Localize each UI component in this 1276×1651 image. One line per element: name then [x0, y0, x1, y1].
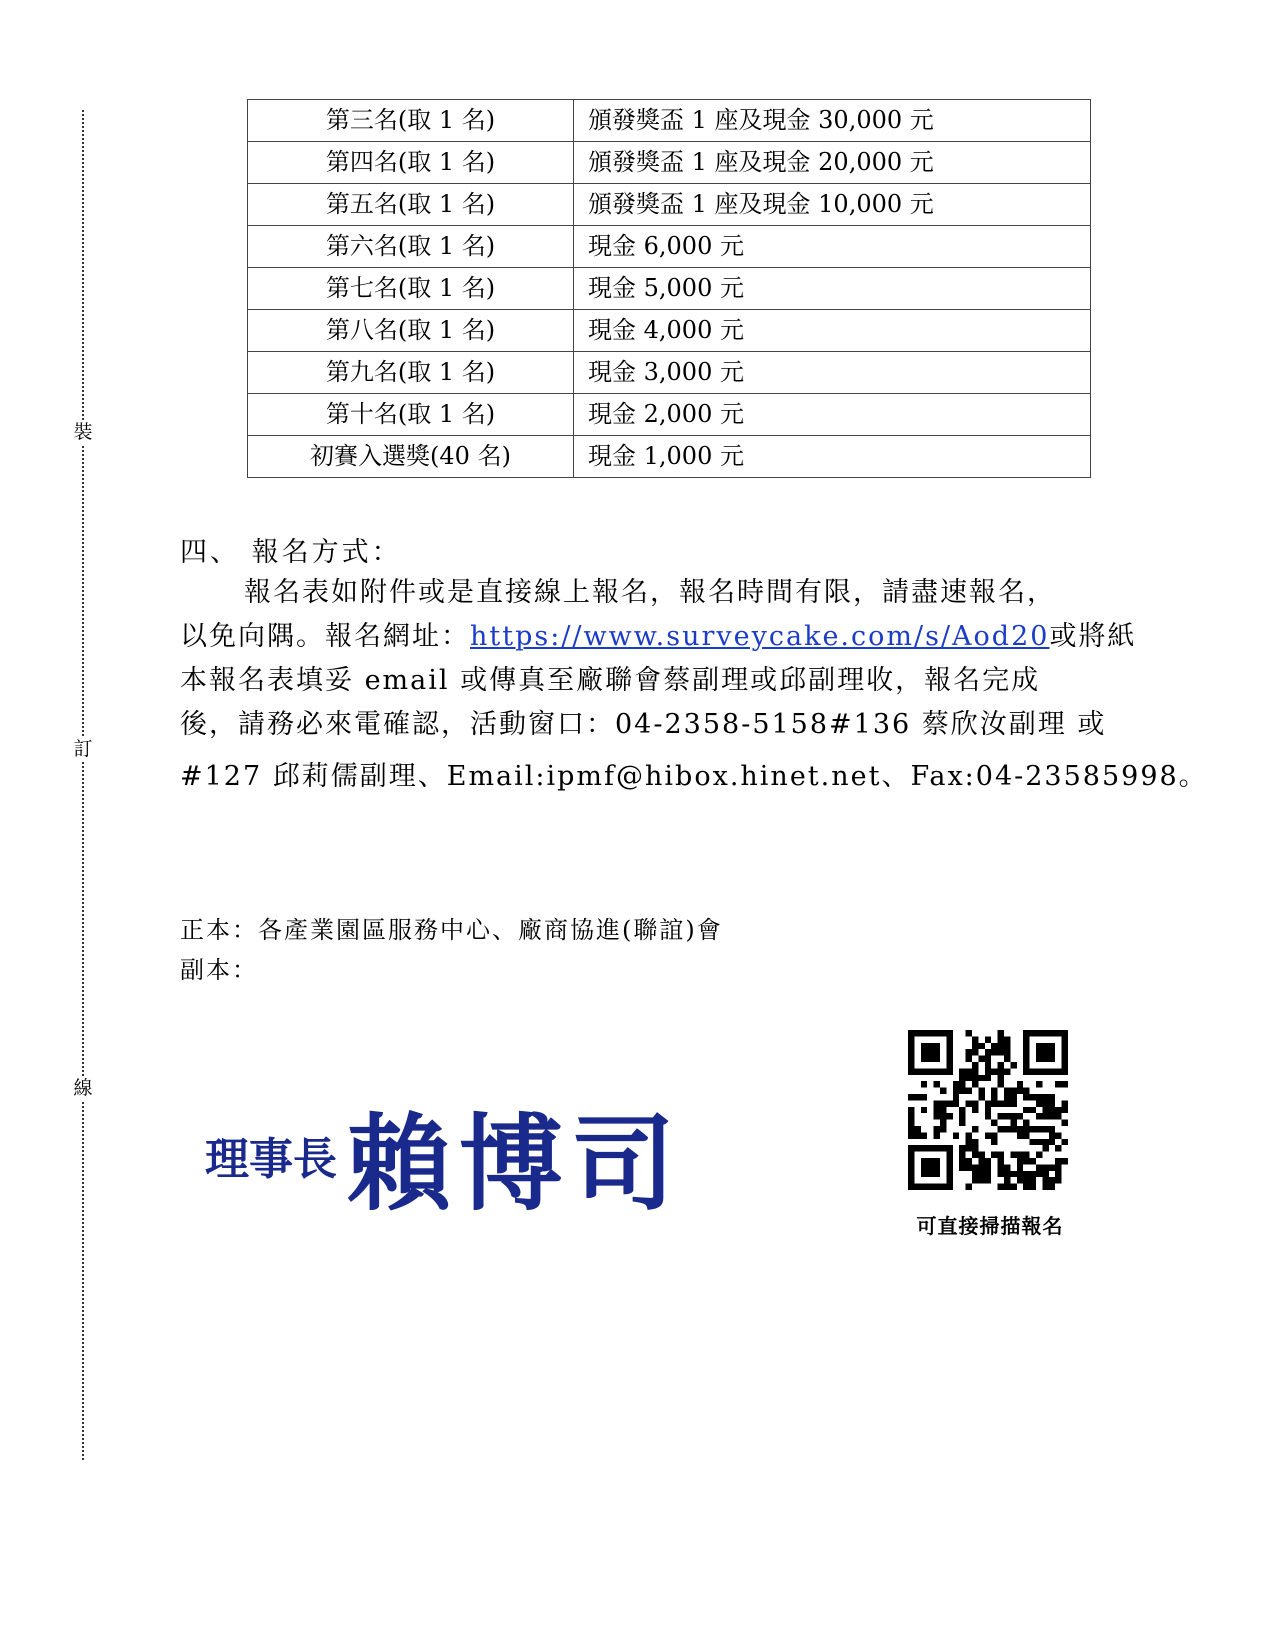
table-row: [248, 268, 1091, 310]
signature-name: 賴博司: [347, 1102, 684, 1225]
registration-paragraph: [180, 571, 1208, 799]
prize-reward-cell: 頒發獎盃 1 座及現金 20,000 元: [574, 142, 1091, 184]
table-row: [248, 310, 1091, 352]
binding-char-ding: 訂: [73, 738, 93, 760]
prize-rank-cell: 第六名(取 1 名): [248, 226, 574, 268]
prize-reward-cell: 現金 5,000 元: [574, 268, 1091, 310]
prize-reward-cell: 現金 4,000 元: [574, 310, 1091, 352]
paragraph-text: 以免向隅。報名網址：: [180, 621, 470, 652]
prize-rank-cell: 初賽入選獎(40 名): [248, 436, 574, 478]
paragraph-line: #127 邱莉儒副理、Email:ipmf@hibox.hinet.net、Fax:04-23585998。: [180, 761, 1208, 792]
prize-reward-cell: 頒發獎盃 1 座及現金 10,000 元: [574, 184, 1091, 226]
signature-title: 理事長: [205, 1134, 337, 1185]
copy-main: 正本：各產業園區服務中心、廠商協進(聯誼)會: [180, 916, 723, 944]
prize-reward-cell: 現金 3,000 元: [574, 352, 1091, 394]
prize-reward-cell: 頒發獎盃 1 座及現金 30,000 元: [574, 100, 1091, 142]
table-row: [248, 394, 1091, 436]
prize-rank-cell: 第三名(取 1 名): [248, 100, 574, 142]
table-row: [248, 352, 1091, 394]
section-title: 四、 報名方式：: [180, 537, 402, 568]
prize-rank-cell: 第七名(取 1 名): [248, 268, 574, 310]
paragraph-line: 本報名表填妥 email 或傳真至廠聯會蔡副理或邱副理收，報名完成: [180, 665, 1041, 696]
prize-rank-cell: 第九名(取 1 名): [248, 352, 574, 394]
prize-table: [247, 99, 1091, 478]
prize-rank-cell: 第十名(取 1 名): [248, 394, 574, 436]
table-row: [248, 100, 1091, 142]
prize-reward-cell: 現金 2,000 元: [574, 394, 1091, 436]
copy-cc: 副本：: [180, 956, 258, 984]
chairman-signature: [205, 1080, 683, 1230]
prize-rank-cell: 第五名(取 1 名): [248, 184, 574, 226]
prize-rank-cell: 第八名(取 1 名): [248, 310, 574, 352]
table-row: [248, 226, 1091, 268]
table-row: [248, 436, 1091, 478]
paragraph-line: [180, 615, 1180, 659]
binding-char-xian: 線: [73, 1077, 93, 1099]
table-row: [248, 142, 1091, 184]
prize-reward-cell: 現金 1,000 元: [574, 436, 1091, 478]
prize-rank-cell: 第四名(取 1 名): [248, 142, 574, 184]
qr-code-icon[interactable]: [908, 1030, 1068, 1190]
qr-caption: 可直接掃描報名: [916, 1214, 1064, 1238]
paragraph-text: 或將紙: [1049, 621, 1137, 652]
paragraph-line: 報名表如附件或是直接線上報名，報名時間有限，請盡速報名，: [244, 577, 1056, 608]
binding-char-zhuang: 裝: [73, 421, 93, 443]
binding-margin-line: [82, 110, 84, 1460]
table-row: [248, 184, 1091, 226]
paragraph-line: 後，請務必來電確認，活動窗口：04-2358-5158#136 蔡欣汝副理 或: [180, 709, 1107, 740]
prize-reward-cell: 現金 6,000 元: [574, 226, 1091, 268]
registration-link[interactable]: https://www.surveycake.com/s/Aod20: [470, 621, 1050, 652]
